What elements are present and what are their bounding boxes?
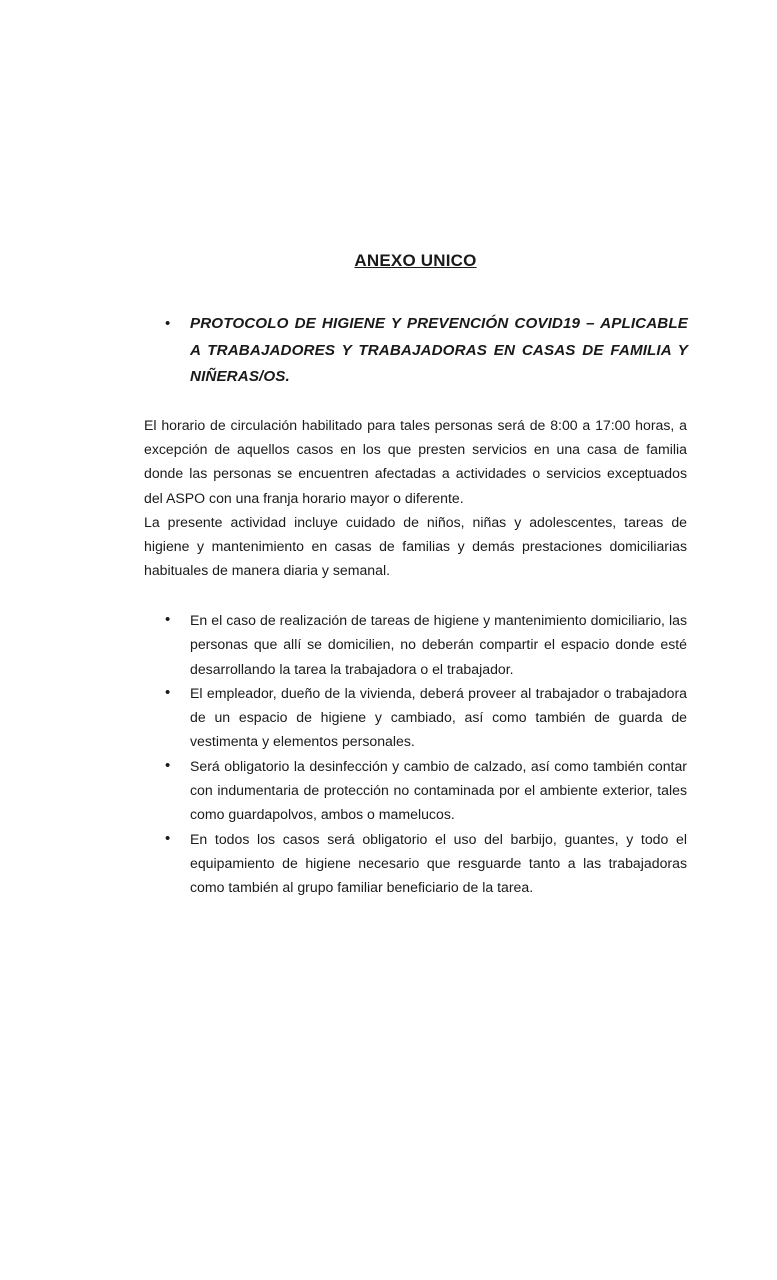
measure-text: En el caso de realización de tareas de higiene y mantenimiento domiciliario, las personas que allí se domicilien, no deberán compartir el espacio donde esté desarrollando la tarea la trabajadora o el trabajador. — [190, 612, 687, 677]
measure-text: En todos los casos será obligatorio el uso del barbijo, guantes, y todo el equipamiento de higiene necesario que resguarde tanto a las trabajadoras como también al grupo familiar beneficiario de la tarea. — [190, 830, 687, 896]
intro-text — [144, 413, 687, 582]
paragraph-schedule: El horario de circulación habilitado para tales personas será de 8:00 a 17:00 horas, a excepción de aquellos casos en los que presten servicios en una casa de familia donde las personas se encuentren afectadas a actividades o servicios exceptuados del ASPO con una franja horario mayor o diferente. — [144, 417, 687, 506]
list-item — [165, 681, 687, 754]
bullet-icon: • — [165, 683, 171, 701]
list-item — [165, 608, 687, 681]
paragraph-activities: La presente actividad incluye cuidado de niños, niñas y adolescentes, tareas de higiene y mantenimiento en casas de familias y demás prestaciones domiciliarias habituales de manera diaria y semanal. — [144, 513, 687, 579]
protocol-heading-item — [165, 311, 688, 391]
bullet-icon: • — [165, 756, 171, 774]
document-title: ANEXO UNICO — [354, 251, 477, 270]
measure-text: Será obligatorio la desinfección y cambio de calzado, así como también contar con indumentaria de protección no contaminada por el ambiente exterior, tales como guardapolvos, ambos o mamelucos. — [190, 757, 687, 823]
protocol-heading: PROTOCOLO DE HIGIENE Y PREVENCIÓN COVID19 – APLICABLE A TRABAJADORES Y TRABAJADORAS EN CASAS DE FAMILIA Y NIÑERAS/OS. — [190, 315, 688, 385]
measure-text: El empleador, dueño de la vivienda, deberá proveer al trabajador o trabajadora de un espacio de higiene y cambiado, así como también de guarda de vestimenta y elementos personales. — [190, 684, 687, 750]
measures-list — [165, 608, 687, 900]
list-item — [165, 827, 687, 900]
bullet-icon: • — [165, 829, 171, 847]
bullet-icon: • — [165, 611, 171, 628]
list-item — [165, 754, 687, 827]
protocol-list — [165, 311, 688, 391]
bullet-icon: • — [165, 315, 171, 332]
